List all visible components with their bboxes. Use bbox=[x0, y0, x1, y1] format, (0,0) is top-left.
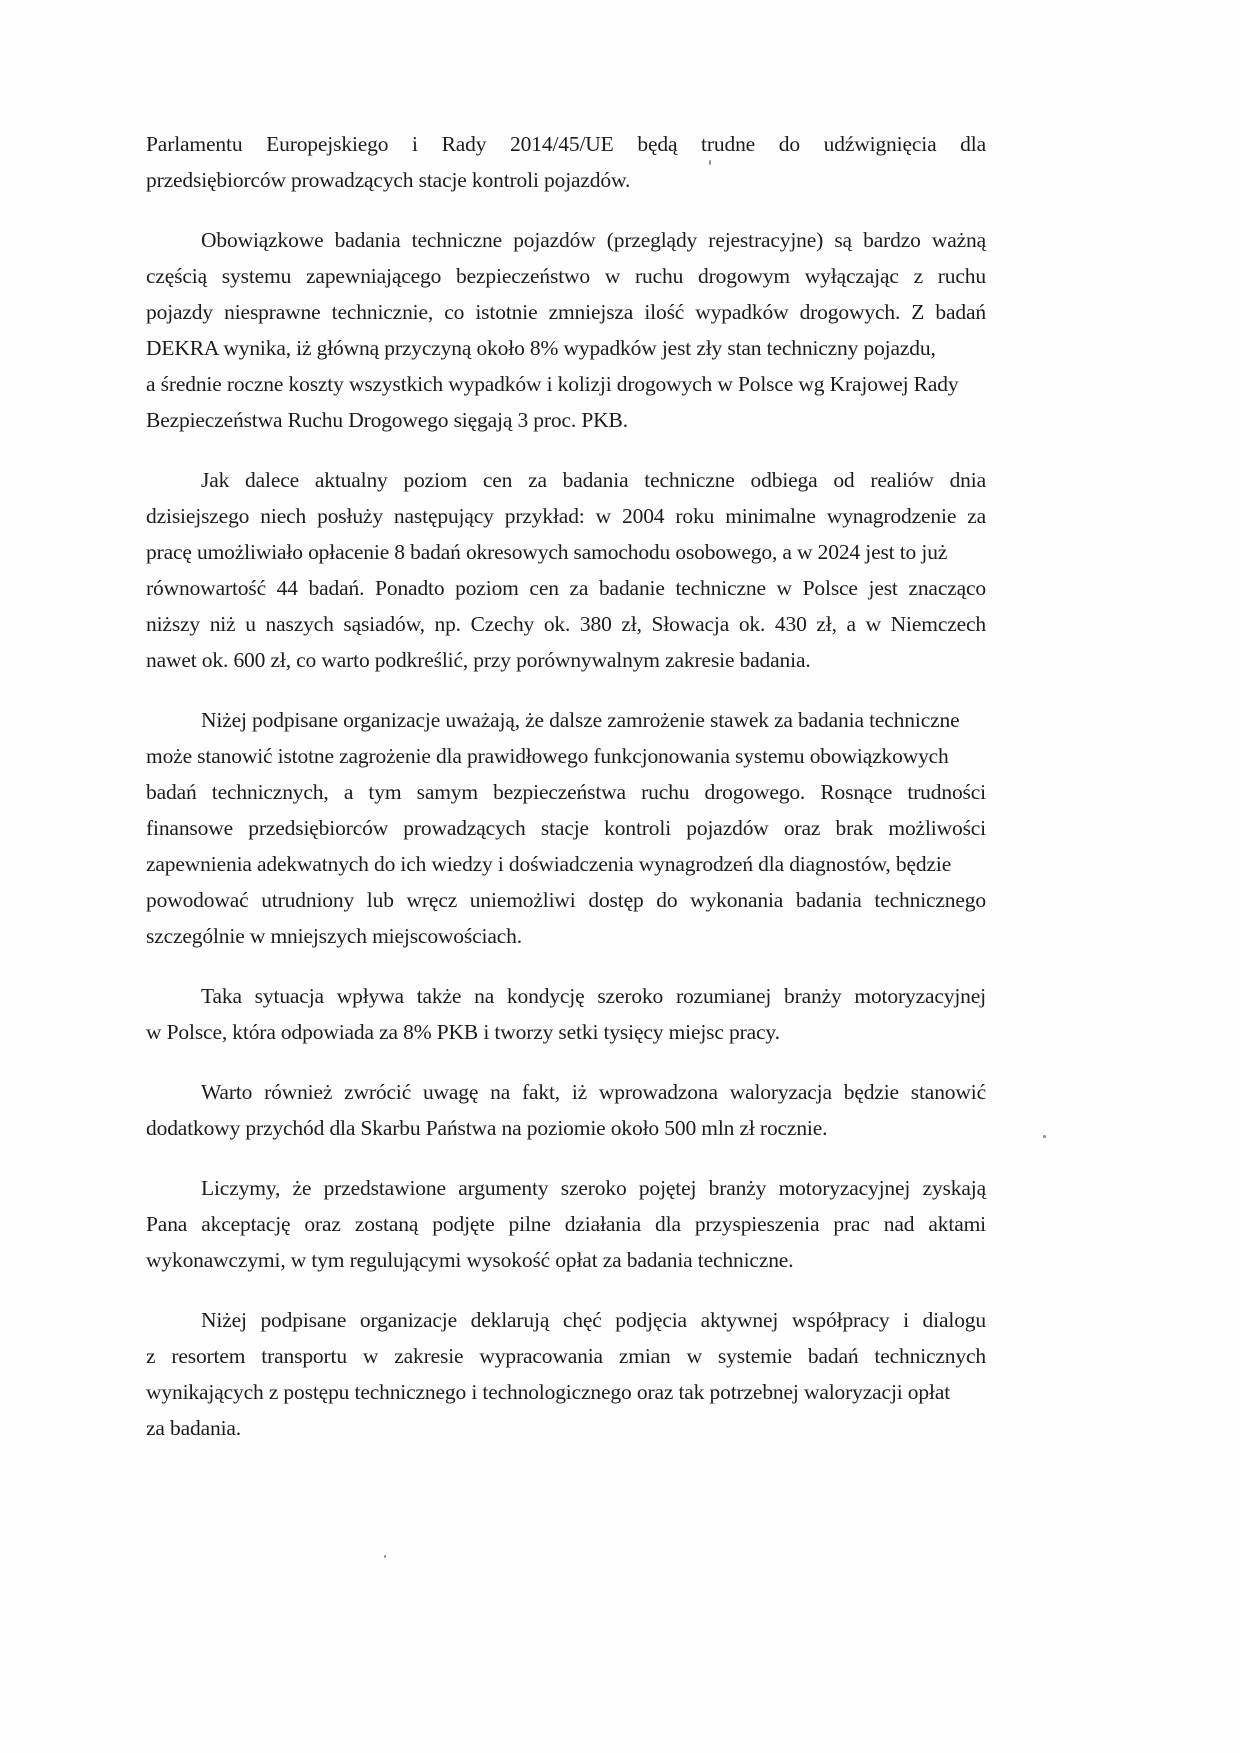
text-line: szczególnie w mniejszych miejscowościach. bbox=[146, 924, 522, 948]
text-line: Jak dalece aktualny poziom cen za badania techniczne odbiega od realiów dnia bbox=[201, 468, 986, 492]
paragraph bbox=[146, 1170, 986, 1278]
text-line: częścią systemu zapewniającego bezpieczeństwo w ruchu drogowym wyłączając z ruchu bbox=[146, 264, 986, 288]
text-line: powodować utrudniony lub wręcz uniemożliwi dostęp do wykonania badania technicznego bbox=[146, 888, 986, 912]
text-line: dodatkowy przychód dla Skarbu Państwa na poziomie około 500 mln zł rocznie. bbox=[146, 1116, 828, 1140]
paragraph bbox=[146, 222, 986, 438]
text-line: DEKRA wynika, iż główną przyczyną około 8% wypadków jest zły stan techniczny pojazdu, bbox=[146, 336, 936, 360]
paragraph bbox=[146, 1302, 986, 1446]
paragraph bbox=[146, 978, 986, 1050]
text-line: Warto również zwrócić uwagę na fakt, iż wprowadzona waloryzacja będzie stanowić bbox=[201, 1080, 986, 1104]
text-line: badań technicznych, a tym samym bezpieczeństwa ruchu drogowego. Rosnące trudności bbox=[146, 780, 986, 804]
scan-speck bbox=[1043, 1135, 1046, 1138]
text-line: Obowiązkowe badania techniczne pojazdów (przeglądy rejestracyjne) są bardzo ważną bbox=[201, 228, 986, 252]
text-line: nawet ok. 600 zł, co warto podkreślić, przy porównywalnym zakresie badania. bbox=[146, 648, 811, 672]
text-line: pojazdy niesprawne technicznie, co istotnie zmniejsza ilość wypadków drogowych. Z badań bbox=[146, 300, 986, 324]
paragraph bbox=[146, 1074, 986, 1146]
text-line: Niżej podpisane organizacje deklarują chęć podjęcia aktywnej współpracy i dialogu bbox=[201, 1308, 986, 1332]
paragraph bbox=[146, 702, 986, 954]
text-line: wynikających z postępu technicznego i technologicznego oraz tak potrzebnej waloryzacji opłat bbox=[146, 1380, 951, 1404]
text-line: w Polsce, która odpowiada za 8% PKB i tworzy setki tysięcy miejsc pracy. bbox=[146, 1020, 780, 1044]
text-line: dzisiejszego niech posłuży następujący przykład: w 2004 roku minimalne wynagrodzenie za bbox=[146, 504, 986, 528]
text-line: finansowe przedsiębiorców prowadzących stacje kontroli pojazdów oraz brak możliwości bbox=[146, 816, 986, 840]
paragraph bbox=[146, 126, 986, 198]
text-line: Bezpieczeństwa Ruchu Drogowego sięgają 3 proc. PKB. bbox=[146, 408, 628, 432]
text-line: przedsiębiorców prowadzących stacje kontroli pojazdów. bbox=[146, 168, 631, 192]
scan-speck bbox=[384, 1555, 386, 1558]
paragraph bbox=[146, 462, 986, 678]
text-line: Taka sytuacja wpływa także na kondycję szeroko rozumianej branży motoryzacyjnej bbox=[201, 984, 986, 1008]
text-line: równowartość 44 badań. Ponadto poziom cen za badanie techniczne w Polsce jest znacząco bbox=[146, 576, 986, 600]
text-line: a średnie roczne koszty wszystkich wypadków i kolizji drogowych w Polsce wg Krajowej Rady bbox=[146, 372, 959, 396]
text-line: pracę umożliwiało opłacenie 8 badań okresowych samochodu osobowego, a w 2024 jest to już bbox=[146, 540, 948, 564]
text-line: Parlamentu Europejskiego i Rady 2014/45/UE będą trudne do udźwignięcia dla bbox=[146, 132, 986, 156]
text-line: może stanowić istotne zagrożenie dla prawidłowego funkcjonowania systemu obowiązkowych bbox=[146, 744, 949, 768]
text-line: z resortem transportu w zakresie wypracowania zmian w systemie badań technicznych bbox=[146, 1344, 986, 1368]
text-line: wykonawczymi, w tym regulującymi wysokość opłat za badania techniczne. bbox=[146, 1248, 794, 1272]
text-line: Liczymy, że przedstawione argumenty szeroko pojętej branży motoryzacyjnej zyskają bbox=[201, 1176, 986, 1200]
text-line: zapewnienia adekwatnych do ich wiedzy i doświadczenia wynagrodzeń dla diagnostów, będzie bbox=[146, 852, 952, 876]
text-line: Pana akceptację oraz zostaną podjęte pilne działania dla przyspieszenia prac nad aktami bbox=[146, 1212, 986, 1236]
text-line: Niżej podpisane organizacje uważają, że dalsze zamrożenie stawek za badania techniczne bbox=[201, 708, 960, 732]
text-line: za badania. bbox=[146, 1416, 242, 1440]
text-line: niższy niż u naszych sąsiadów, np. Czechy ok. 380 zł, Słowacja ok. 430 zł, a w Niemczech bbox=[146, 612, 986, 636]
document-body bbox=[146, 126, 986, 1446]
scan-speck bbox=[709, 160, 711, 165]
